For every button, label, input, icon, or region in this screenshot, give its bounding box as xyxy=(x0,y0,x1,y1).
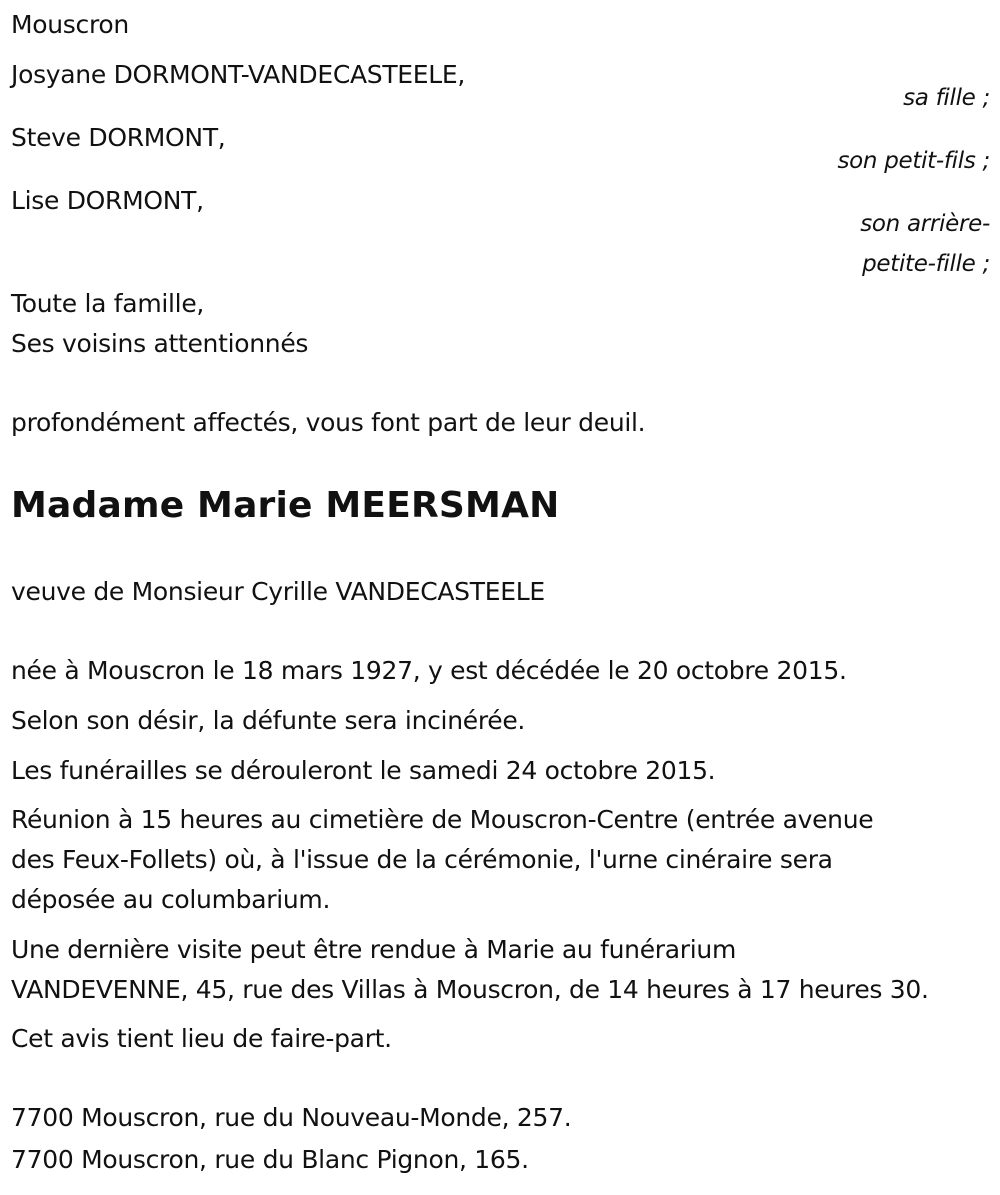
others-line: Ses voisins attentionnés xyxy=(11,329,309,358)
visit-line: VANDEVENNE, 45, rue des Villas à Mouscron, de 14 heures à 17 heures 30. xyxy=(11,975,929,1004)
family-member-name: Lise DORMONT, xyxy=(11,186,204,215)
family-member-relation: sa fille ; xyxy=(903,85,990,111)
family-member-name: Steve DORMONT, xyxy=(11,123,226,152)
meeting-line: des Feux-Follets) où, à l'issue de la cérémonie, l'urne cinéraire sera xyxy=(11,845,833,874)
meeting-line: Réunion à 15 heures au cimetière de Mouscron-Centre (entrée avenue xyxy=(11,805,874,834)
birth-death-line: née à Mouscron le 18 mars 1927, y est décédée le 20 octobre 2015. xyxy=(11,656,847,685)
announcement: profondément affectés, vous font part de leur deuil. xyxy=(11,408,646,437)
family-member-relation: son petit-fils ; xyxy=(837,148,990,174)
family-member-name: Josyane DORMONT-VANDECASTEELE, xyxy=(11,60,466,89)
others-line: Toute la famille, xyxy=(11,289,205,318)
family-member-relation: son arrière- xyxy=(860,211,990,237)
deceased-name: Madame Marie MEERSMAN xyxy=(11,485,560,526)
funeral-line: Les funérailles se dérouleront le samedi 24 octobre 2015. xyxy=(11,756,716,785)
visit-line: Une dernière visite peut être rendue à Marie au funérarium xyxy=(11,935,737,964)
city: Mouscron xyxy=(11,10,129,39)
family-member-relation: petite-fille ; xyxy=(862,251,990,277)
notice-line: Cet avis tient lieu de faire-part. xyxy=(11,1024,392,1053)
address-line: 7700 Mouscron, rue du Nouveau-Monde, 257. xyxy=(11,1103,572,1132)
spouse-line: veuve de Monsieur Cyrille VANDECASTEELE xyxy=(11,577,545,606)
cremation-line: Selon son désir, la défunte sera incinérée. xyxy=(11,706,526,735)
address-line: 7700 Mouscron, rue du Blanc Pignon, 165. xyxy=(11,1145,529,1174)
meeting-line: déposée au columbarium. xyxy=(11,885,331,914)
